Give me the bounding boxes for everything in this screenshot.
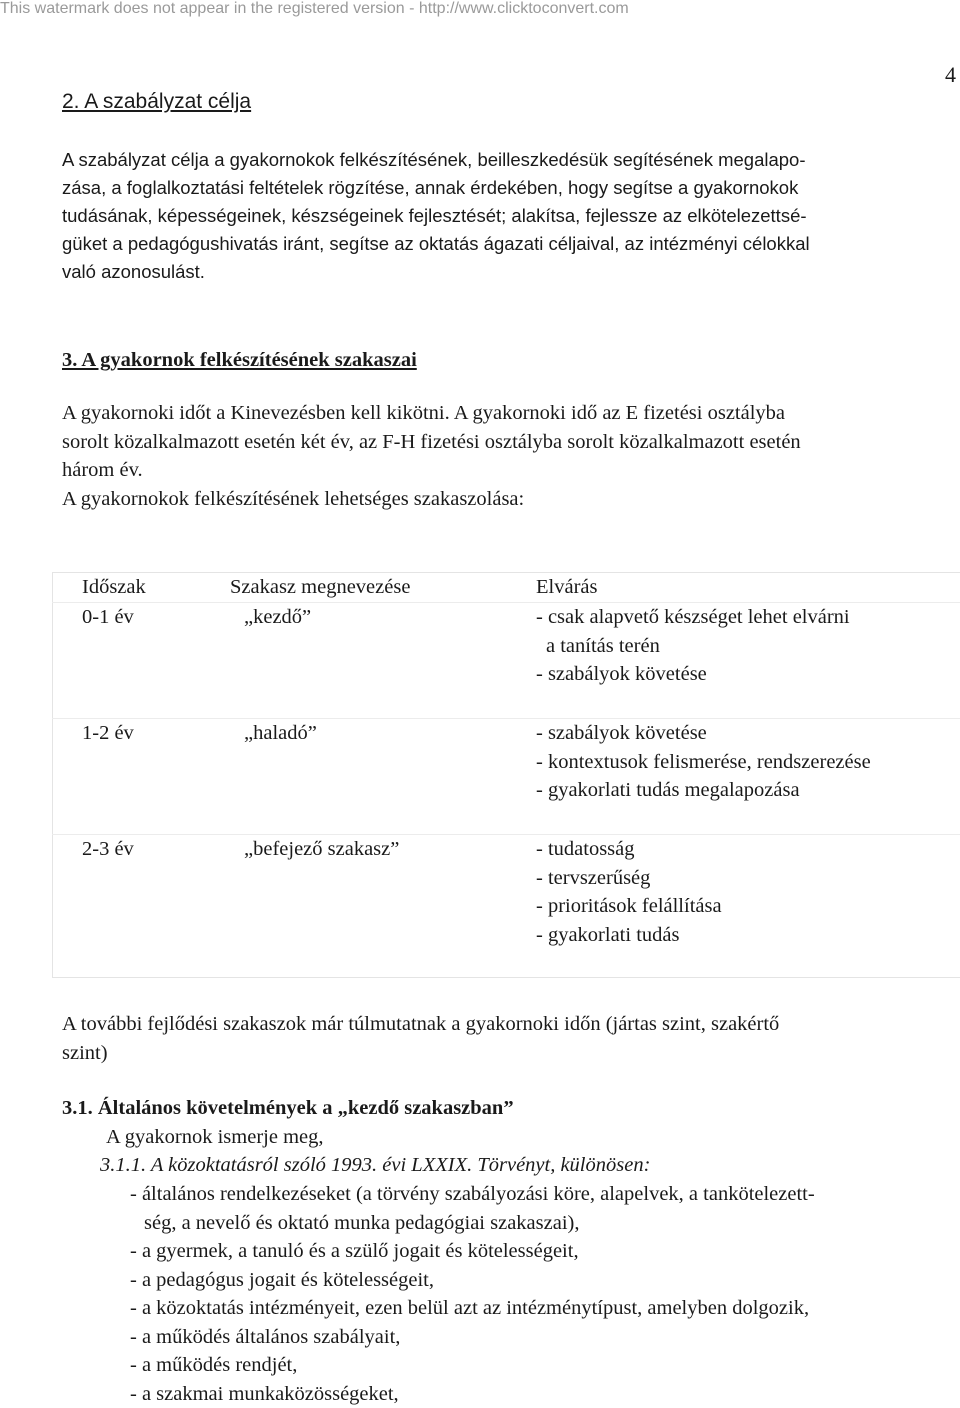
table-row-period: 2-3 év bbox=[82, 835, 134, 864]
paragraph-line: való azonosulást. bbox=[62, 258, 810, 286]
expectation-item: - szabályok követése bbox=[536, 660, 850, 689]
expectation-item: - gyakorlati tudás megalapozása bbox=[536, 776, 871, 805]
expectation-item: - kontextusok felismerése, rendszerezése bbox=[536, 748, 871, 777]
watermark-link[interactable]: http://www.clicktoconvert.com bbox=[419, 0, 629, 17]
expectation-item: - csak alapvető készséget lehet elvárni bbox=[536, 603, 850, 632]
table-row-expectations bbox=[536, 603, 850, 689]
expectation-item: - prioritások felállítása bbox=[536, 892, 722, 921]
paragraph-line: A további fejlődési szakaszok már túlmutatnak a gyakornoki időn (jártas szint, szakértő bbox=[62, 1010, 779, 1039]
table-header-expectation: Elvárás bbox=[536, 573, 597, 602]
paragraph-line: A gyakornoki időt a Kinevezésben kell kikötni. A gyakornoki idő az E fizetési osztályba bbox=[62, 399, 801, 428]
watermark-text: This watermark does not appear in the registered version - bbox=[0, 0, 419, 17]
section-3-1-intro: A gyakornok ismerje meg, bbox=[106, 1123, 323, 1152]
page-number: 4 bbox=[945, 62, 956, 88]
table-header-period: Időszak bbox=[82, 573, 146, 602]
paragraph-line: három év. bbox=[62, 456, 801, 485]
section-3-paragraph bbox=[62, 399, 801, 513]
section-2-paragraph bbox=[62, 146, 810, 286]
list-item: - a pedagógus jogait és kötelességeit, bbox=[130, 1266, 815, 1295]
table-row-period: 1-2 év bbox=[82, 719, 134, 748]
table-row-stage: „befejező szakasz” bbox=[244, 835, 399, 864]
section-3-1-title: 3.1. Általános követelmények a „kezdő szakaszban” bbox=[62, 1094, 514, 1123]
table-row-expectations bbox=[536, 835, 722, 949]
after-table-paragraph bbox=[62, 1010, 779, 1067]
paragraph-line: tudásának, képességeinek, készségeinek fejlesztését; alakítsa, fejlessze az elkötelezettsé- bbox=[62, 202, 810, 230]
table-divider bbox=[52, 834, 960, 835]
list-item: ség, a nevelő és oktató munka pedagógiai szakaszai), bbox=[130, 1209, 815, 1238]
expectation-item: - tervszerűség bbox=[536, 864, 722, 893]
table-row-expectations bbox=[536, 719, 871, 805]
list-item: - a közoktatás intézményeit, ezen belül azt az intézménytípust, amelyben dolgozik, bbox=[130, 1294, 815, 1323]
requirements-list bbox=[130, 1180, 815, 1408]
paragraph-line: A szabályzat célja a gyakornokok felkészítésének, beilleszkedésük segítésének megalapo- bbox=[62, 146, 810, 174]
paragraph-line: szint) bbox=[62, 1039, 779, 1068]
expectation-item: a tanítás terén bbox=[536, 632, 850, 661]
list-item: - a szakmai munkaközösségeket, bbox=[130, 1380, 815, 1408]
list-item: - általános rendelkezéseket (a törvény szabályozási köre, alapelvek, a tankötelezett- bbox=[130, 1180, 815, 1209]
expectation-item: - gyakorlati tudás bbox=[536, 921, 722, 950]
section-2-title: 2. A szabályzat célja bbox=[62, 90, 251, 114]
paragraph-line: güket a pedagógushivatás iránt, segítse az oktatás ágazati céljaival, az intézményi célokkal bbox=[62, 230, 810, 258]
table-header-stage: Szakasz megnevezése bbox=[230, 573, 410, 602]
list-item: - a működés rendjét, bbox=[130, 1351, 815, 1380]
list-item: - a gyermek, a tanuló és a szülő jogait és kötelességeit, bbox=[130, 1237, 815, 1266]
expectation-item: - tudatosság bbox=[536, 835, 722, 864]
table-row-period: 0-1 év bbox=[82, 603, 134, 632]
paragraph-line: zása, a foglalkoztatási feltételek rögzítése, annak érdekében, hogy segítse a gyakornokok bbox=[62, 174, 810, 202]
watermark bbox=[0, 0, 629, 18]
table-row-stage: „kezdő” bbox=[244, 603, 311, 632]
paragraph-line: sorolt közalkalmazott esetén két év, az F-H fizetési osztályba sorolt közalkalmazott esetén bbox=[62, 428, 801, 457]
table-row-stage: „haladó” bbox=[244, 719, 317, 748]
paragraph-line: A gyakornokok felkészítésének lehetséges szakaszolása: bbox=[62, 485, 801, 514]
list-item: - a működés általános szabályait, bbox=[130, 1323, 815, 1352]
section-3-1-1-title: 3.1.1. A közoktatásról szóló 1993. évi LXXIX. Törvényt, különösen: bbox=[100, 1151, 650, 1180]
expectation-item: - szabályok követése bbox=[536, 719, 871, 748]
section-3-title: 3. A gyakornok felkészítésének szakaszai bbox=[62, 346, 417, 375]
